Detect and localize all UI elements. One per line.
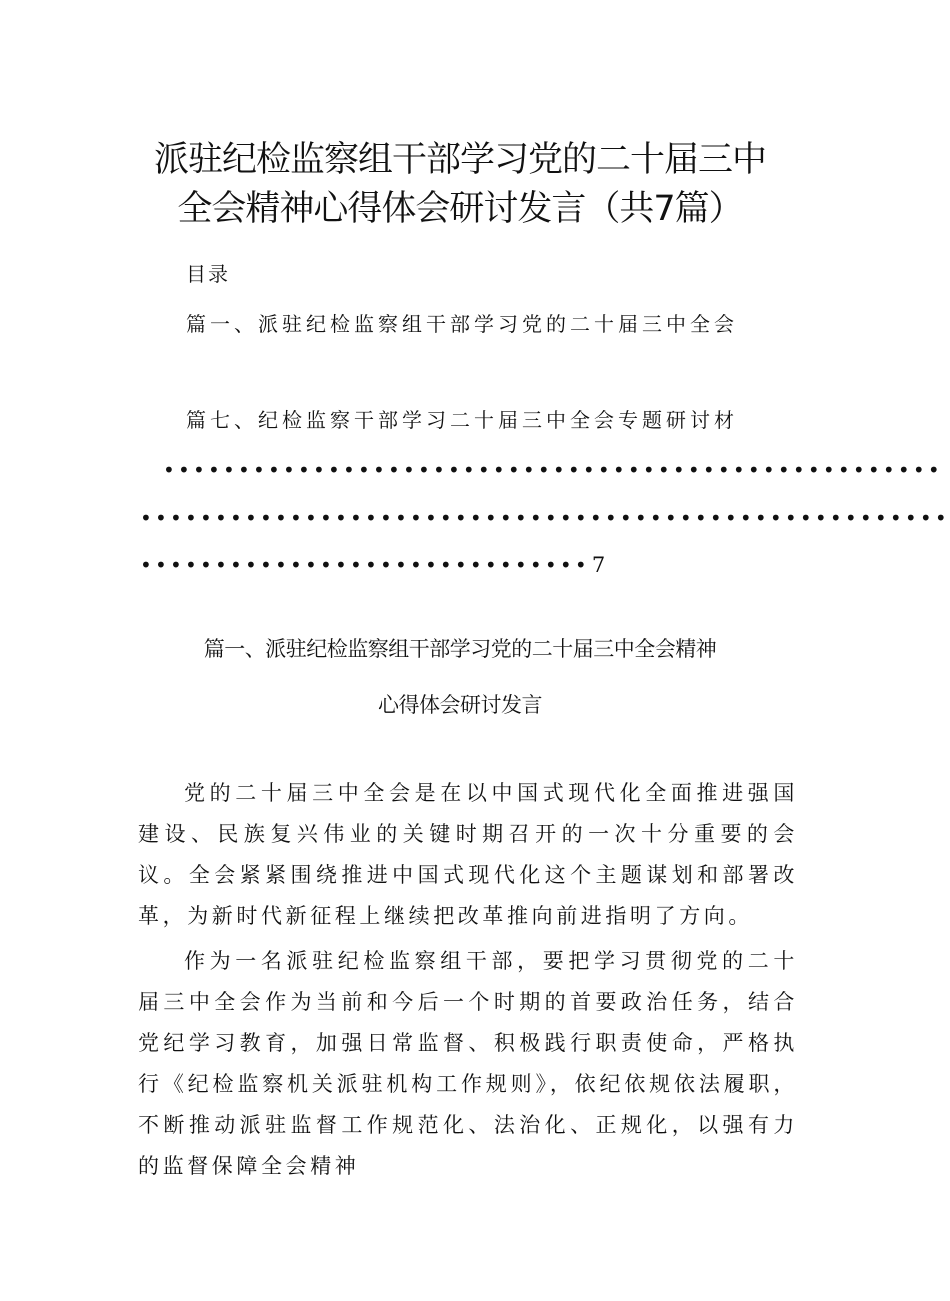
document-title-line-2: 全会精神心得体会研讨发言（共7篇）	[177, 189, 743, 229]
toc-heading: 目录	[186, 262, 230, 286]
toc-dot-leader: ••••••••••••••••••••••••••••••	[140, 553, 590, 577]
toc-dot-leader-final	[140, 553, 606, 577]
toc-page-number: 7	[591, 553, 606, 577]
toc-entry[interactable]: 篇一、派驻纪检监察组干部学习党的二十届三中全会	[186, 312, 738, 336]
toc-entry[interactable]: 篇七、纪检监察干部学习二十届三中全会专题研讨材	[186, 408, 738, 432]
section-title-line-1: 篇一、派驻纪检监察组干部学习党的二十届三中全会精神	[203, 637, 717, 661]
body-paragraph: 党的二十届三中全会是在以中国式现代化全面推进强国建设、民族复兴伟业的关键时期召开的一次十分重要的会议。全会紧紧围绕推进中国式现代化这个主题谋划和部署改革，为新时代新征程上继续把改革推向前进指明了方向。	[138, 781, 798, 928]
toc-dot-leader: ••••••••••••••••••••••••••••••••••••••••••••••••••••	[163, 458, 943, 482]
document-title	[80, 136, 840, 234]
document-title-line-1: 派驻纪检监察组干部学习党的二十届三中	[153, 140, 766, 180]
section-title-line-2: 心得体会研讨发言	[378, 693, 542, 717]
toc-dot-leader: ••••••••••••••••••••••••••••••••••••••••••••••••••••••	[140, 506, 950, 530]
body-paragraph: 作为一名派驻纪检监察组干部，要把学习贯彻党的二十届三中全会作为当前和今后一个时期的首要政治任务，结合党纪学习教育，加强日常监督、积极践行职责使命，严格执行《纪检监察机关派驻机构工作规则》，依纪依规依法履职，不断推动派驻监督工作规范化、法治化、正规化，以强有力的监督保障全会精神	[138, 949, 798, 1178]
section-title	[120, 621, 800, 733]
